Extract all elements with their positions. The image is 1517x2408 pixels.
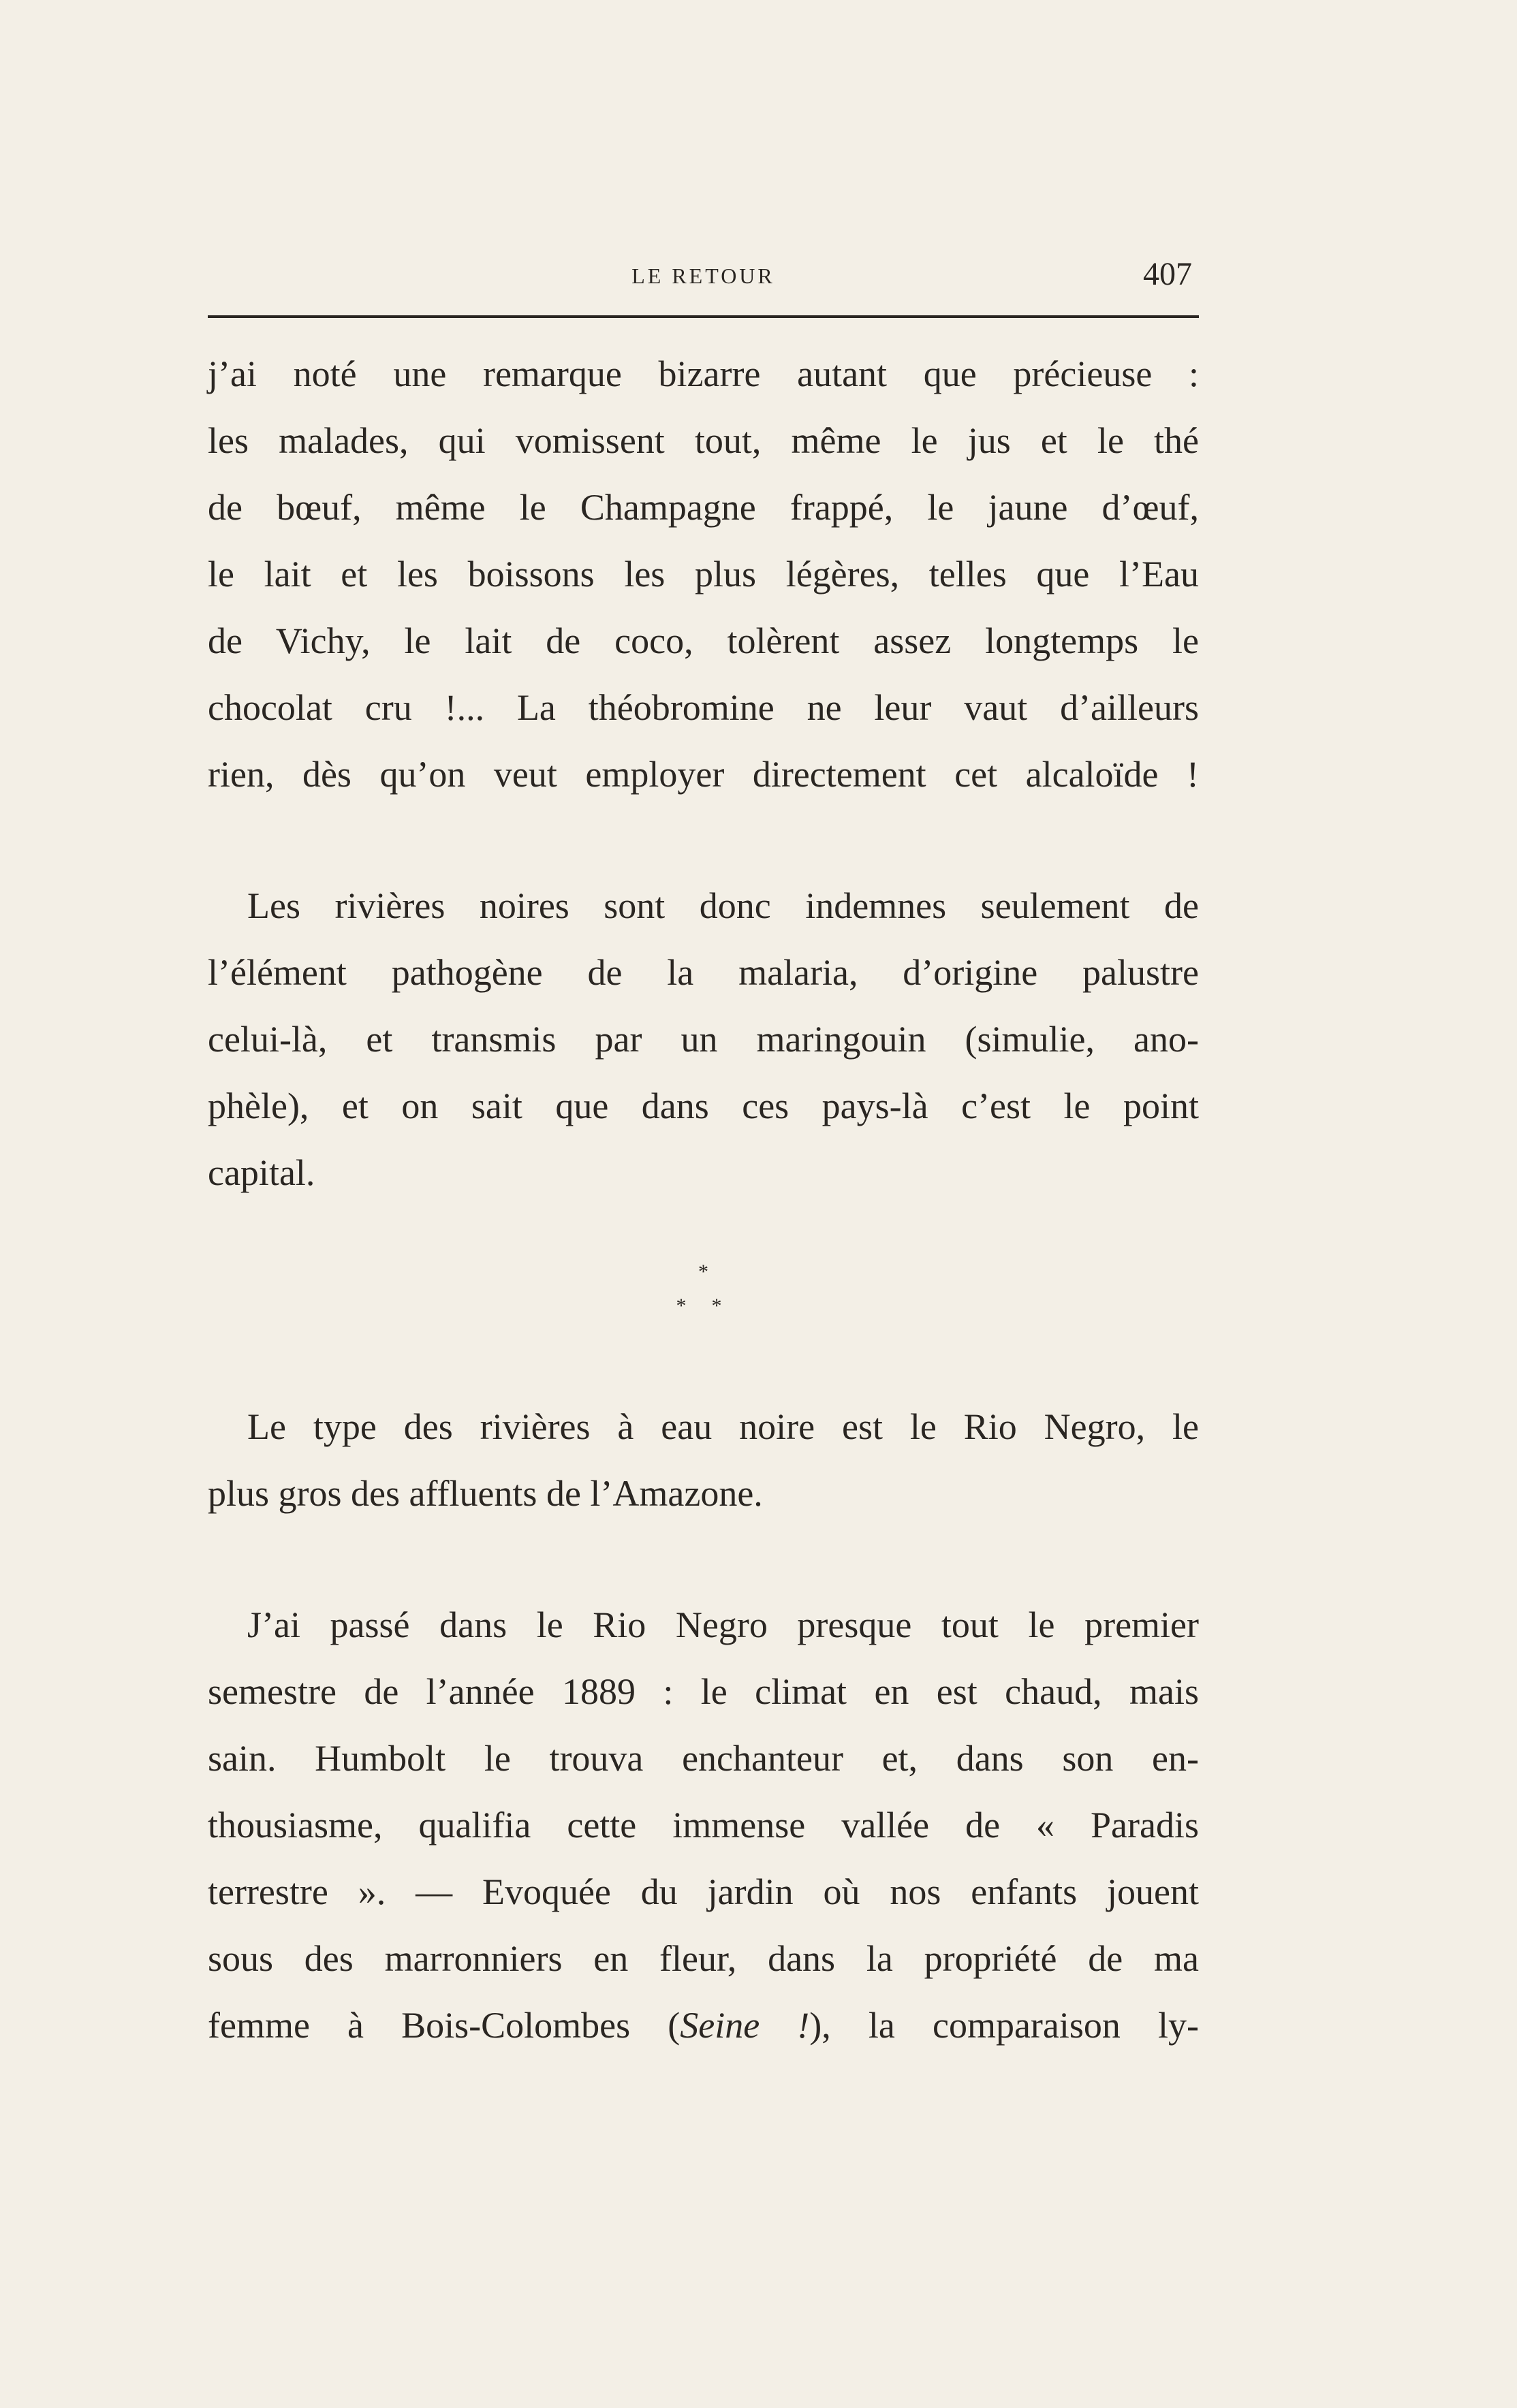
paragraph-4 (208, 1591, 1199, 2059)
asterism-star: * (711, 1295, 722, 1317)
text-line: les malades, qui vomissent tout, même le jus et le thé (208, 420, 1199, 461)
asterism-star: * (676, 1295, 687, 1317)
page-header (208, 255, 1199, 296)
text-line: sous des marronniers en fleur, dans la propriété de ma (208, 1938, 1199, 1979)
body-text (208, 340, 1199, 2059)
text-line: l’élément pathogène de la malaria, d’origine palustre (208, 952, 1199, 993)
text-fragment: femme à Bois-Colombes ( (208, 2005, 681, 2046)
text-line: le lait et les boissons les plus légères, telles que l’Eau (208, 554, 1199, 595)
text-line (208, 1992, 1199, 2059)
text-line: capital. (208, 1152, 315, 1193)
text-line: chocolat cru !... La théobromine ne leur vaut d’ailleurs (208, 687, 1199, 728)
text-line: Les rivières noires sont donc indemnes seulement de (247, 885, 1199, 926)
page-number: 407 (1143, 256, 1192, 292)
text-line: J’ai passé dans le Rio Negro presque tout le premier (247, 1604, 1199, 1645)
text-line: Le type des rivières à eau noire est le Rio Negro, le (247, 1406, 1199, 1447)
paragraph-3 (208, 1393, 1199, 1527)
paragraph-1 (208, 340, 1199, 808)
asterism (208, 1243, 1199, 1346)
text-line: plus gros des affluents de l’Amazone. (208, 1473, 763, 1514)
text-line: thousiasme, qualifia cette immense vallée de « Paradis (208, 1805, 1199, 1845)
paragraph-2 (208, 872, 1199, 1206)
text-fragment: ), la comparaison ly- (809, 2005, 1199, 2046)
text-line: sain. Humbolt le trouva enchanteur et, dans son en- (208, 1738, 1199, 1779)
asterism-star: * (698, 1261, 708, 1283)
text-line: terrestre ». — Evoquée du jardin où nos enfants jouent (208, 1871, 1199, 1912)
text-line: rien, dès qu’on veut employer directement cet alcaloïde ! (208, 754, 1199, 795)
italic-text: Seine ! (680, 2005, 810, 2046)
text-line: de Vichy, le lait de coco, tolèrent assez longtemps le (208, 620, 1199, 661)
text-line: celui-là, et transmis par un maringouin (simulie, ano- (208, 1019, 1199, 1060)
text-line: semestre de l’année 1889 : le climat en est chaud, mais (208, 1671, 1199, 1712)
text-line: de bœuf, même le Champagne frappé, le jaune d’œuf, (208, 487, 1199, 528)
header-rule (208, 315, 1199, 318)
text-line: phèle), et on sait que dans ces pays-là c’est le point (208, 1086, 1199, 1126)
running-title: LE RETOUR (631, 264, 775, 288)
text-line: j’ai noté une remarque bizarre autant que précieuse : (208, 353, 1199, 394)
